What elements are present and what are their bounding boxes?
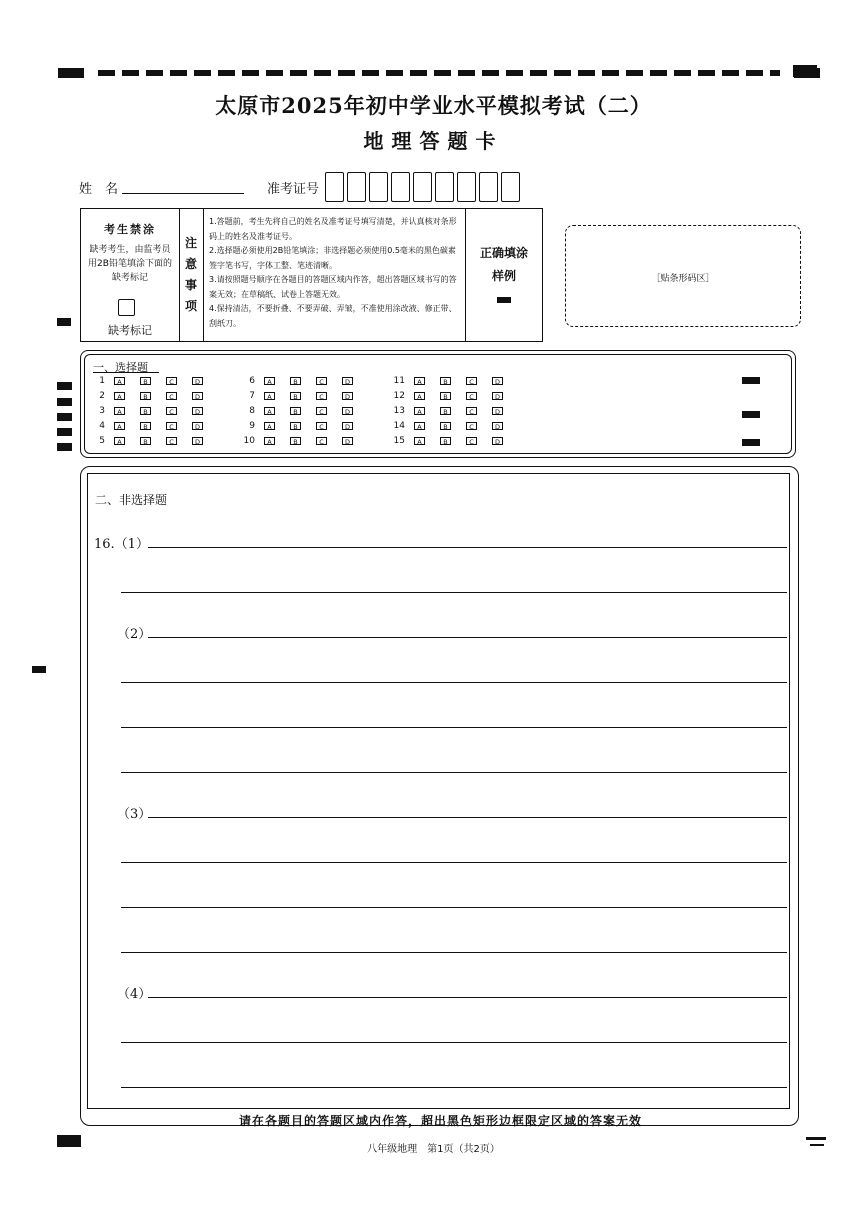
exam-id-digit-box[interactable] — [479, 172, 498, 202]
absent-mark-label: 缺考标记 — [108, 324, 152, 337]
answer-bubble[interactable]: B — [290, 377, 301, 385]
answer-line[interactable] — [121, 1087, 787, 1088]
q16-part2-label: （2） — [117, 627, 152, 642]
answer-bubble[interactable]: A — [114, 422, 125, 430]
question-number: 6 — [249, 376, 255, 386]
notes-item-1: 1.答题前，考生先将自己的姓名及准考证号填写清楚，并认真核对条形码上的姓名及准考证号。 — [209, 217, 457, 241]
answer-line[interactable] — [121, 682, 787, 683]
absent-column — [81, 209, 180, 341]
answer-bubble[interactable]: C — [316, 407, 327, 415]
answer-bubble[interactable]: C — [466, 377, 477, 385]
answer-bubble[interactable]: D — [492, 377, 503, 385]
question-number: 7 — [249, 391, 255, 401]
left-registration-mark — [58, 68, 84, 78]
answer-bubble[interactable]: C — [466, 407, 477, 415]
exam-id-digit-box[interactable] — [501, 172, 520, 202]
section1-title-underline — [93, 372, 159, 373]
answer-bubble[interactable]: B — [440, 437, 451, 445]
answer-bubble[interactable]: B — [440, 422, 451, 430]
out-of-bounds-warning: 请在各题目的答题区域内作答，超出黑色矩形边框限定区域的答案无效 — [238, 1114, 642, 1128]
question-number: 13 — [393, 406, 405, 416]
answer-bubble[interactable]: A — [114, 377, 125, 385]
notes-heading: 注意事项 — [184, 236, 197, 313]
answer-bubble[interactable]: D — [342, 422, 353, 430]
answer-bubble[interactable]: B — [140, 437, 151, 445]
exam-id-digit-box[interactable] — [435, 172, 454, 202]
question-number: 1 — [99, 376, 105, 386]
exam-id-digit-box[interactable] — [457, 172, 476, 202]
free-response-inner-border — [87, 473, 790, 1109]
section1-title: 一、选择题 — [93, 361, 148, 374]
answer-line[interactable] — [121, 1042, 787, 1043]
free-response-section — [80, 466, 799, 1126]
answer-bubble[interactable]: C — [316, 422, 327, 430]
name-label: 姓 名 — [79, 182, 119, 197]
answer-bubble[interactable]: B — [440, 407, 451, 415]
right-timing-mark — [742, 377, 760, 384]
answer-bubble[interactable]: B — [290, 422, 301, 430]
name-field[interactable] — [122, 193, 244, 194]
answer-bubble[interactable]: D — [192, 422, 203, 430]
exam-id-digit-box[interactable] — [347, 172, 366, 202]
notes-item-4: 4.保持清洁，不要折叠、不要弄破、弄皱，不准使用涂改液、修正带、刮纸刀。 — [209, 304, 457, 328]
answer-bubble[interactable]: A — [414, 377, 425, 385]
notes-column — [204, 209, 466, 341]
absent-mark-box[interactable] — [118, 299, 135, 316]
answer-bubble[interactable]: B — [140, 392, 151, 400]
answer-bubble[interactable]: B — [290, 392, 301, 400]
answer-line[interactable] — [121, 952, 787, 953]
section2-title: 二、非选择题 — [95, 493, 168, 507]
answer-bubble[interactable]: C — [316, 437, 327, 445]
answer-bubble[interactable]: A — [414, 437, 425, 445]
right-timing-mark — [742, 411, 760, 418]
answer-bubble[interactable]: C — [466, 392, 477, 400]
answer-line[interactable] — [148, 817, 787, 818]
question-number: 11 — [393, 376, 405, 386]
answer-line[interactable] — [121, 772, 787, 773]
notes-item-3: 3.请按照题号顺序在各题目的答题区域内作答，超出答题区域书写的答案无效；在草稿纸、试卷上答题无效。 — [209, 275, 457, 299]
answer-bubble[interactable]: A — [114, 407, 125, 415]
question-number: 12 — [393, 391, 405, 401]
answer-bubble[interactable]: B — [440, 392, 451, 400]
answer-bubble[interactable]: A — [264, 392, 275, 400]
answer-bubble[interactable]: D — [492, 407, 503, 415]
answer-bubble[interactable]: B — [140, 407, 151, 415]
answer-line[interactable] — [121, 862, 787, 863]
q16-part3-label: （3） — [117, 807, 152, 822]
top-registration-strip — [58, 68, 820, 78]
answer-bubble[interactable]: A — [264, 422, 275, 430]
q16-part1-label: 16.（1） — [94, 537, 149, 552]
barcode-area — [565, 225, 801, 327]
timing-mark — [57, 443, 72, 451]
question-number: 3 — [99, 406, 105, 416]
absent-heading: 考生禁涂 — [104, 223, 156, 236]
answer-line[interactable] — [148, 997, 787, 998]
answer-bubble[interactable]: C — [166, 392, 177, 400]
timing-mark — [57, 398, 72, 406]
answer-bubble[interactable]: B — [290, 437, 301, 445]
answer-bubble[interactable]: C — [466, 422, 477, 430]
timing-mark — [57, 413, 72, 421]
exam-id-digit-box[interactable] — [413, 172, 432, 202]
exam-id-digit-box[interactable] — [325, 172, 344, 202]
notes-item-2: 2.选择题必须使用2B铅笔填涂；非选择题必须使用0.5毫米的黑色碳素签字笔书写，字体工整、笔迹清晰。 — [209, 246, 456, 270]
answer-bubble[interactable]: D — [342, 437, 353, 445]
notes-heading-column — [180, 209, 204, 341]
question-number: 8 — [249, 406, 255, 416]
question-number: 14 — [393, 421, 405, 431]
dash-line — [98, 70, 780, 76]
timing-mark — [57, 382, 72, 390]
answer-bubble[interactable]: C — [166, 407, 177, 415]
absent-text: 缺考考生，由监考员用2B铅笔填涂下面的缺考标记 — [88, 245, 172, 283]
exam-id-digit-box[interactable] — [369, 172, 388, 202]
answer-bubble[interactable]: C — [316, 377, 327, 385]
answer-bubble[interactable]: C — [316, 392, 327, 400]
timing-mark — [57, 428, 72, 436]
instructions-table — [80, 208, 543, 342]
timing-mark — [57, 318, 71, 326]
answer-bubble[interactable]: D — [192, 437, 203, 445]
exam-id-digit-box[interactable] — [391, 172, 410, 202]
answer-bubble[interactable]: A — [114, 437, 125, 445]
answer-bubble[interactable]: D — [342, 377, 353, 385]
answer-line[interactable] — [121, 727, 787, 728]
filled-sample-mark — [497, 297, 511, 303]
answer-bubble[interactable]: B — [440, 377, 451, 385]
barcode-label: ［贴条形码区］ — [651, 274, 715, 284]
answer-bubble[interactable]: A — [414, 407, 425, 415]
sample-column — [466, 209, 542, 341]
answer-bubble[interactable]: D — [492, 422, 503, 430]
answer-bubble[interactable]: C — [166, 422, 177, 430]
question-number: 4 — [99, 421, 105, 431]
card-title: 地理答题卡 — [363, 129, 504, 153]
multiple-choice-inner-border — [84, 354, 792, 454]
question-number: 10 — [243, 436, 255, 446]
answer-bubble[interactable]: D — [192, 407, 203, 415]
sample-heading: 正确填涂 — [479, 246, 528, 260]
answer-line[interactable] — [148, 547, 787, 548]
answer-bubble[interactable]: B — [140, 377, 151, 385]
answer-bubble[interactable]: C — [166, 437, 177, 445]
answer-bubble[interactable]: B — [290, 407, 301, 415]
answer-bubble[interactable]: C — [466, 437, 477, 445]
answer-bubble[interactable]: D — [492, 392, 503, 400]
right-timing-mark — [742, 439, 760, 446]
question-number: 9 — [249, 421, 255, 431]
question-number: 5 — [99, 436, 105, 446]
sample-sub: 样例 — [491, 269, 516, 283]
answer-line[interactable] — [148, 637, 787, 638]
page-footer: 八年级地理 第1页（共2页） — [367, 1144, 500, 1155]
answer-bubble[interactable]: D — [192, 377, 203, 385]
answer-bubble[interactable]: A — [414, 392, 425, 400]
answer-bubble[interactable]: D — [492, 437, 503, 445]
top-right-registration-mark — [793, 65, 817, 77]
exam-id-label: 准考证号 — [267, 182, 320, 197]
answer-line[interactable] — [121, 907, 787, 908]
answer-bubble[interactable]: D — [342, 392, 353, 400]
answer-bubble[interactable]: A — [114, 392, 125, 400]
page-title: 太原市2025年初中学业水平模拟考试（二） — [215, 93, 652, 118]
answer-bubble[interactable]: A — [264, 377, 275, 385]
answer-bubble[interactable]: A — [414, 422, 425, 430]
answer-bubble[interactable]: D — [192, 392, 203, 400]
answer-bubble[interactable]: C — [166, 377, 177, 385]
answer-bubble[interactable]: A — [264, 437, 275, 445]
timing-mark — [32, 666, 46, 673]
question-number: 2 — [99, 391, 105, 401]
answer-bubble[interactable]: D — [342, 407, 353, 415]
question-number: 15 — [393, 436, 405, 446]
answer-line[interactable] — [121, 592, 787, 593]
q16-part4-label: （4） — [117, 987, 152, 1002]
multiple-choice-section — [80, 350, 796, 458]
answer-bubble[interactable]: B — [140, 422, 151, 430]
answer-bubble[interactable]: A — [264, 407, 275, 415]
